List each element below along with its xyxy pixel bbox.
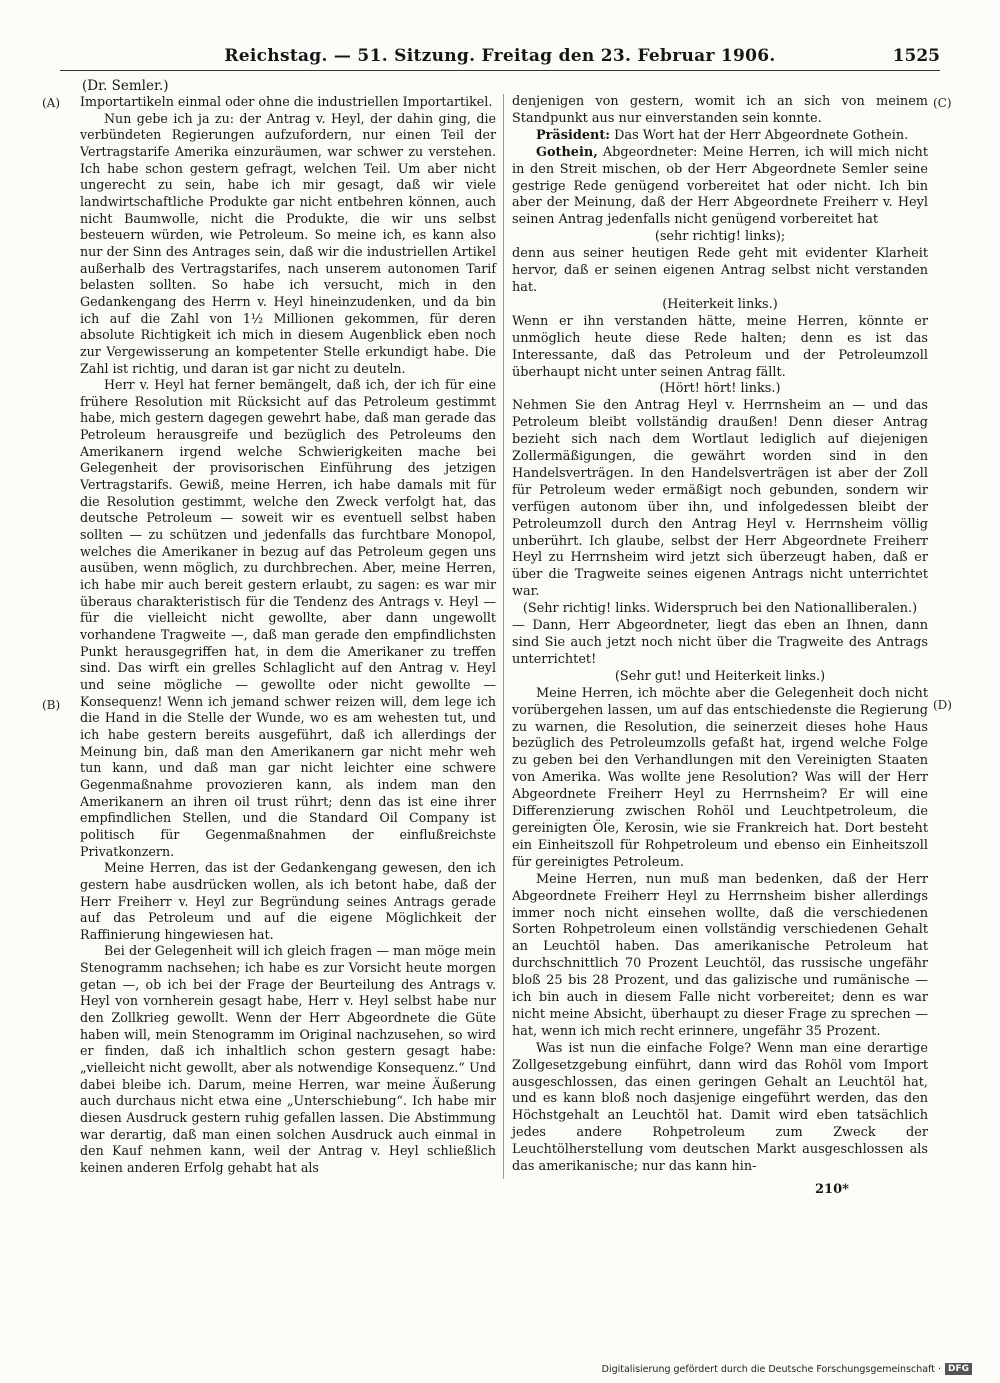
paragraph [512,601,928,618]
margin-marker-c: (C) [933,96,952,110]
paragraph-text: Nehmen Sie den Antrag Heyl v. Herrnsheim an — und das Petroleum bleibt vollständig draußen! Denn dieser Antrag bezieht sich nach dem Wortlaut lediglich auf diejenigen Zollermäßigungen, die gewährt worden sind in den Handelsverträgen. In den Handelsverträgen ist aber der Zoll für Petroleum weder ermäßigt noch gebunden, sondern wir verfügen autonom über ihn, und infolgedessen bleibt der Petroleumzoll durch den Antrag Heyl v. Herrnsheim völlig unberührt. Ich glaube, selbst der Herr Abgeordnete Freiherr Heyl zu Herrnsheim wird jetzt sich überzeugt haben, daß er über die Tragweite seines eigenen Antrags nicht unterrichtet war. [512,398,928,600]
paragraph-text: Abgeordneter: Meine Herren, ich will mich nicht in den Streit mischen, ob der Herr Abgeordnete Semler seine gestrige Rede genügend vorbereitet hat oder nicht. Ich bin aber der Meinung, daß der Herr Abgeordnete Freiherr v. Heyl seinen Antrag jedenfalls nicht genügend vorbereitet hat [512,144,928,228]
paragraph [512,618,928,669]
paragraph-text: (Heiterkeit links.) [662,296,778,312]
footer [602,1363,972,1375]
paragraph [80,377,496,860]
margin-marker-a: (A) [42,96,61,110]
paragraph [512,128,928,145]
paragraph-text: (Sehr gut! und Heiterkeit links.) [614,668,826,684]
paragraph [512,381,928,398]
paragraph [80,943,496,1176]
paragraph-text: (Hört! hört! links.) [659,381,781,397]
header-rule [60,70,940,71]
paragraph [80,860,496,943]
paragraph [512,94,928,128]
signature-mark: 210* [815,1182,849,1197]
footer-credit: Digitalisierung gefördert durch die Deutsche Forschungsgemeinschaft · [601,1363,941,1375]
paragraph [512,669,928,686]
paragraph [512,686,928,872]
dfg-logo: DFG [945,1363,972,1375]
margin-marker-d: (D) [933,698,952,712]
paragraph [512,398,928,601]
margin-marker-b: (B) [42,698,61,712]
paragraph-text: (Sehr richtig! links. Widerspruch bei den Nationalliberalen.) [522,601,918,617]
paragraph-text: Herr v. Heyl hat ferner bemängelt, daß ich, der ich für eine frühere Resolution mit Rücksicht auf das Petroleum gestimmt habe, mich gestern dagegen gewehrt habe, daß man gerade das Petroleum herausgreife und bezüglich des Petroleums den Amerikanern irgend welche Schwierigkeiten mache bei Gelegenheit der provisorischen Einführung des jetzigen Vertragstarifs. Gewiß, meine Herren, ich habe damals mit für die Resolution gestimmt, welche den Zweck verfolgt hat, das deutsche Petroleum — soweit wir es eventuell selbst haben sollten — zu schützen und jedenfalls das furchtbare Monopol, welches die Amerikaner in bezug auf das Petroleum gegen uns ausüben, wenn möglich, zu durchbrechen. Aber, meine Herren, ich habe mir auch bereit gestern erlaubt, zu sagen: es war mir überaus charakteristisch für die Tendenz des Antrags v. Heyl — für die vielleicht nicht gewollte, aber dann ungewollt vorhandene Tragweite —, daß man gerade den empfindlichsten Punkt herausgegriffen hat, in dem die Amerikaner zu treffen sind. Das wirft ein grelles Schlaglicht auf den Antrag v. Heyl und seine mögliche — gewollte oder nicht gewollte — Konsequenz! Wenn ich jemand schwer reizen will, dem lege ich die Hand in die Stelle der Wunde, wo es am wehesten tut, und ich habe gestern bereits ausgeführt, daß ich allerdings der Meinung bin, daß man den Amerikanern gar nicht mehr weh tun kann, und daß man gar nicht leichter eine schwere Gegenmaßnahme provozieren kann, als indem man den Amerikanern an ihren oil trust rührt; denn das ist eine ihrer empfindlichen Stellen, und die Standard Oil Company ist politisch für Gegenmaßnahmen der einflußreichste Privatkonzern. [80,377,496,859]
speaker-name: Gothein, [536,144,598,160]
paragraph-text: Meine Herren, nun muß man bedenken, daß der Herr Abgeordnete Freiherr Heyl zu Herrnsheim bisher allerdings immer noch nicht einsehen wollte, daß die verschiedenen Sorten Rohpetroleum einen vollständig verschiedenen Gehalt an Leuchtöl haben. Das amerikanische Petroleum hat durchschnittlich 70 Prozent Leuchtöl, das russische ungefähr bloß 25 bis 28 Prozent, und das galizische und rumänische — ich bin auch in diesem Falle nicht vorbereitet; denn es war nicht meine Absicht, überhaupt zu dieser Frage zu sprechen — hat, wenn ich mich recht erinnere, ungefähr 35 Prozent. [512,871,928,1039]
paragraph-text: Meine Herren, das ist der Gedankengang gewesen, den ich gestern habe ausdrücken wollen, als ich betont habe, daß der Herr Freiherr v. Heyl zur Begründung seines Antrags gerade auf das Petroleum und auf die eigene Möglichkeit der Raffinierung hingewiesen hat. [80,860,496,942]
left-column [80,94,496,1177]
right-column [512,94,928,1176]
paragraph [512,1041,928,1176]
paragraph [512,145,928,230]
paragraph-text: Das Wort hat der Herr Abgeordnete Gothein. [610,127,909,143]
paragraph-text: denn aus seiner heutigen Rede geht mit evidenter Klarheit hervor, daß er seinen eigenen Antrag selbst nicht verstanden hat. [512,246,928,295]
paragraph-text: Nun gebe ich ja zu: der Antrag v. Heyl, der dahin ging, die verbündeten Regierungen aufzufordern, nur einen Teil der Vertragstarife Amerika einzuräumen, war schwer zu verstehen. Ich habe schon gestern gefragt, welchen Teil. Um aber nicht ungerecht zu sein, habe ich mir gesagt, daß wir viele landwirtschaftliche Produkte gar nicht entbehren können, auch nicht Baumwolle, nicht die Produkte, die wir uns selbst besteuern würden, wie Petroleum. So meine ich, es kann also nur der Sinn des Antrages sein, daß wir die industriellen Artikel außerhalb des Vertragstarifes, nach unserem autonomen Tarif belasten sollten. So habe ich versucht, mich in den Gedankengang des Herrn v. Heyl hineinzudenken, und da bin ich auf die Zahl von 1½ Millionen gekommen, für deren absolute Richtigkeit ich mich in diesem Augenblick eben noch zur Vergewisserung an kompetenter Stelle erkundigt habe. Die Zahl ist richtig, und daran ist gar nicht zu deuteln. [80,110,496,376]
paragraph [512,297,928,314]
paragraph [80,94,496,111]
paragraph [512,229,928,246]
page-header [60,46,940,72]
column-divider [503,94,504,1179]
paragraph-text: denjenigen von gestern, womit ich an sich von meinem Standpunkt aus nur einverstanden sein konnte. [512,94,928,126]
paragraph-text: (sehr richtig! links); [654,229,786,245]
paragraph [512,314,928,382]
paragraph [80,111,496,378]
page-number: 1525 [892,46,940,66]
paragraph-text: — Dann, Herr Abgeordneter, liegt das eben an Ihnen, dann sind Sie auch jetzt noch nicht über die Tragweite des Antrags unterrichtet! [512,618,928,667]
speaker-name: Präsident: [536,127,611,143]
paragraph-text: Wenn er ihn verstanden hätte, meine Herren, könnte er unmöglich heute diese Rede halten; denn es ist das Interessante, daß das Petroleum und der Petroleumzoll überhaupt nicht unter seinen Antrag fällt. [512,313,928,380]
paragraph-text: Importartikeln einmal oder ohne die industriellen Importartikel. [80,94,493,109]
paragraph-text: Bei der Gelegenheit will ich gleich fragen — man möge mein Stenogramm nachsehen; ich habe es zur Vorsicht heute morgen getan —, ob ich bei der Frage der Beurteilung des Antrags v. Heyl von vornherein gesagt habe, Herr v. Heyl selbst habe nur den Zollkrieg gewollt. Wenn der Herr Abgeordnete die Güte haben will, mein Stenogramm im Original nachzusehen, so wird er finden, daß ich inhaltlich schon gestern gesagt habe: „vielleicht nicht gewollt, aber als notwendige Konsequenz.“ Und dabei bleibe ich. Darum, meine Herren, war meine Äußerung auch durchaus nicht etwa eine „Unterschiebung“. Ich habe mir diesen Ausdruck gestern ruhig gefallen lassen. Die Abstimmung war derartig, daß man einen solchen Ausdruck auch einmal in den Kauf nehmen kann, weil der Antrag v. Heyl schließlich keinen anderen Erfolg gehabt hat als [80,943,496,1175]
paragraph-text: Meine Herren, ich möchte aber die Gelegenheit doch nicht vorübergehen lassen, um auf das entschiedenste die Regierung zu warnen, die Resolution, die seinerzeit dieses hohe Haus bezüglich des Petroleumzolls gefaßt hat, irgend welche Folge zu geben bei den Verhandlungen mit den Vereinigten Staaten von Amerika. Was wollte jene Resolution? Was will der Herr Abgeordnete Freiherr Heyl zu Herrnsheim? Er will eine Differenzierung zwischen Rohöl und Leuchtpetroleum, die gereinigten Öle, Kerosin, wie sie Frankreich hat. Dort besteht ein Einheitszoll für Rohpetroleum und ebenso ein Einheitszoll für gereinigtes Petroleum. [512,685,928,870]
paragraph [512,872,928,1041]
paragraph [512,246,928,297]
speaker-reference: (Dr. Semler.) [82,78,169,94]
page-title: Reichstag. — 51. Sitzung. Freitag den 23. Februar 1906. [224,46,776,66]
paragraph-text: Was ist nun die einfache Folge? Wenn man eine derartige Zollgesetzgebung einführt, dann wird das Rohöl vom Import ausgeschlossen, das einen geringen Gehalt an Leuchtöl hat, und es kann bloß noch dasjenige eingeführt werden, das den Höchstgehalt an Leuchtöl hat. Damit wird eben tatsächlich jedes andere Rohpetroleum zum Zweck der Leuchtölherstellung vom deutschen Markt ausgeschlossen als das amerikanische; nur das kann hin- [512,1040,928,1175]
